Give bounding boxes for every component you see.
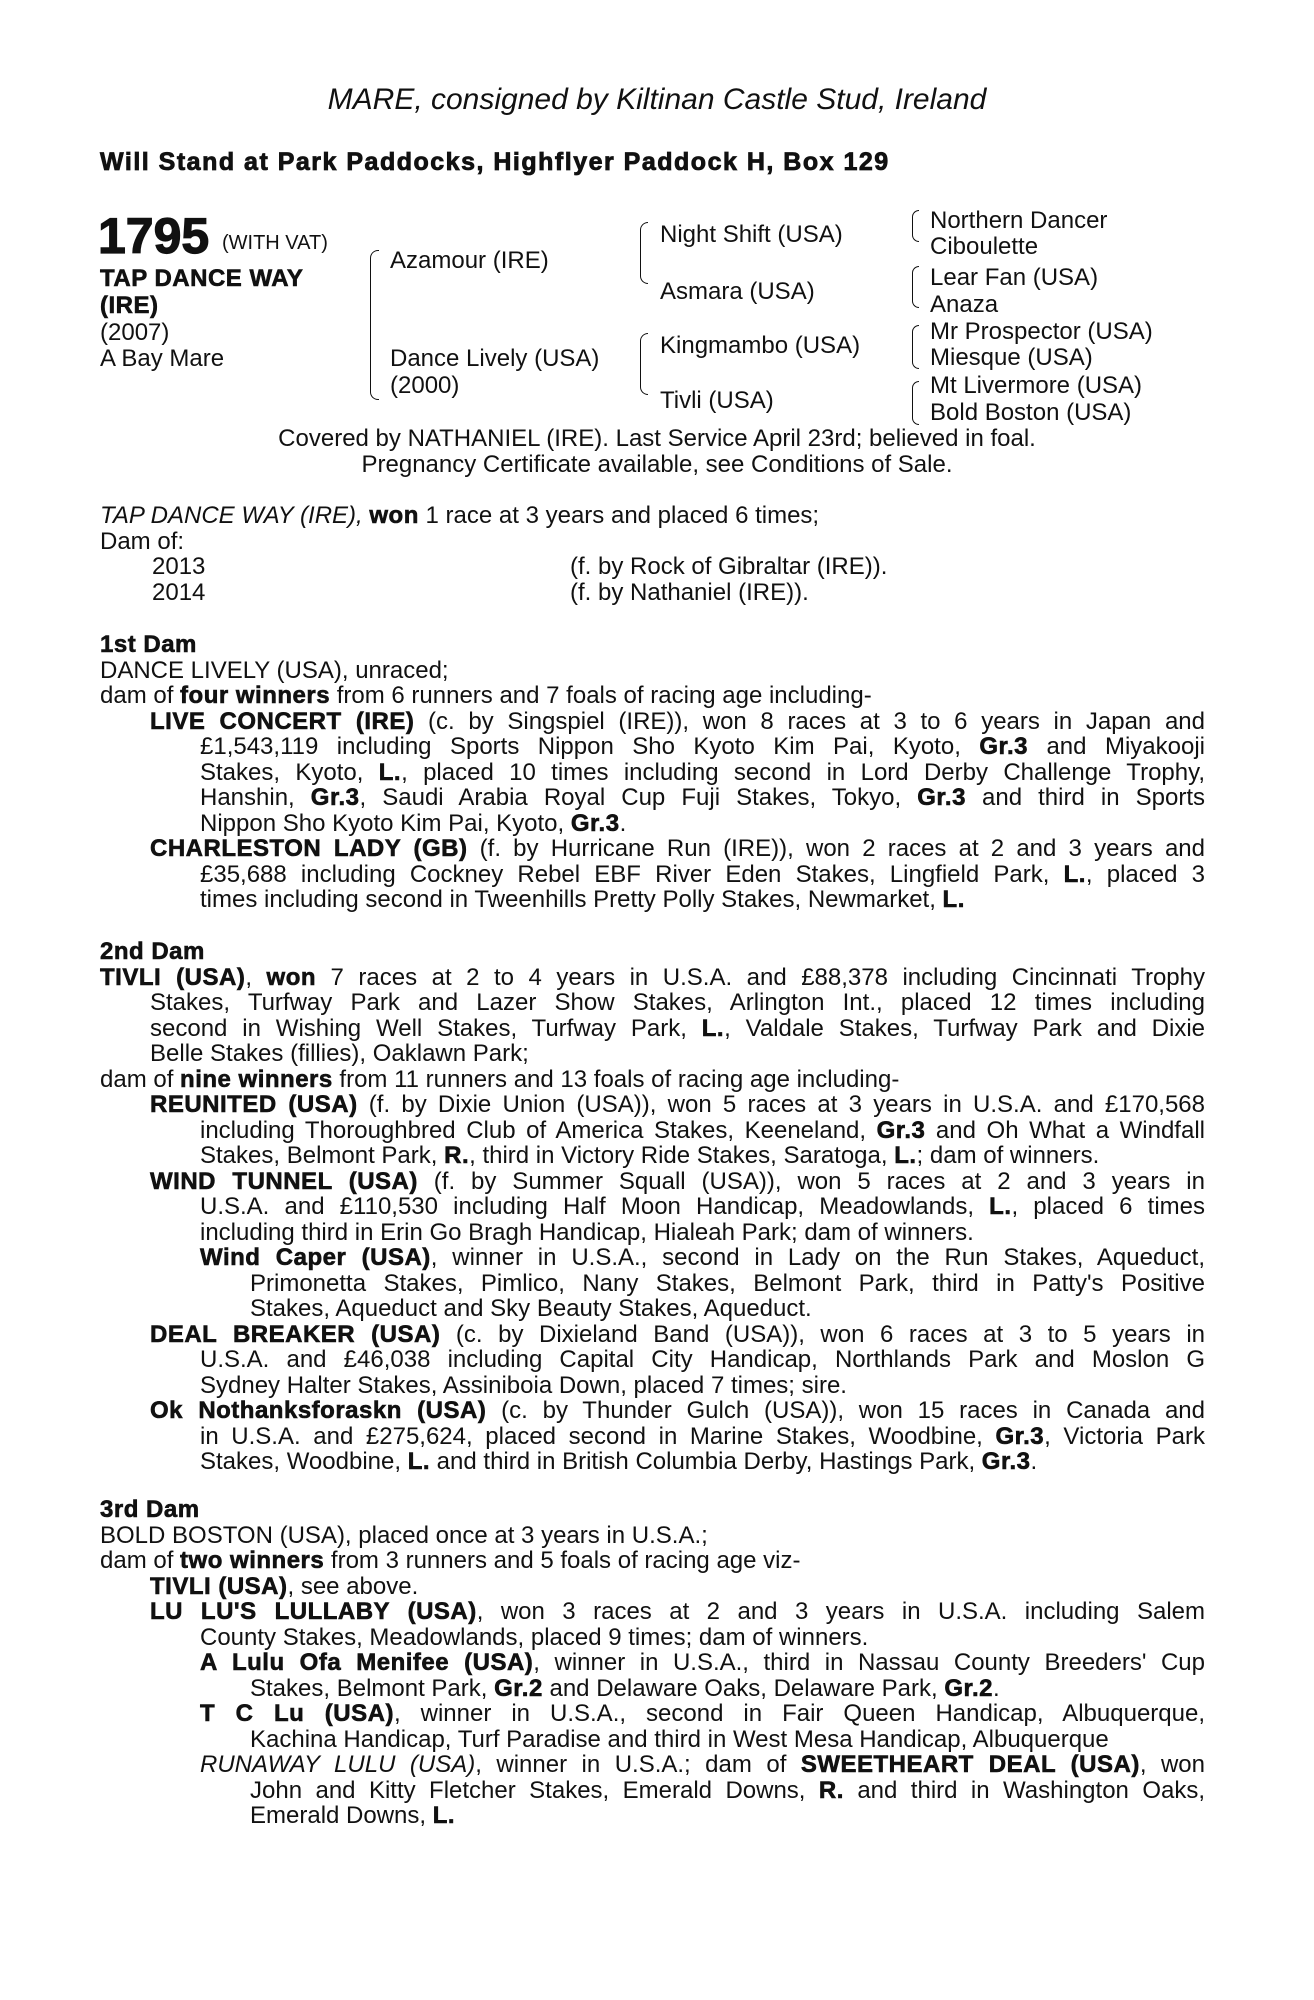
horse-description: A Bay Mare xyxy=(100,345,225,372)
produce-won: won xyxy=(369,502,419,529)
progeny-name: RUNAWAY LULU (USA) xyxy=(200,1751,476,1778)
progeny-entry-cont xyxy=(100,1143,1205,1169)
pedigree-gen3-3: Lear Fan (USA) xyxy=(930,264,1099,291)
pedigree-gen3-7: Mt Livermore (USA) xyxy=(930,372,1143,399)
second-dam-section xyxy=(100,939,1205,1475)
race-grade: L. xyxy=(894,1142,917,1169)
text: (f. by Summer Squall (USA)), won 5 races at 2 and 3 years in xyxy=(417,1167,1205,1195)
text: , see above. xyxy=(287,1572,419,1600)
progeny-entry-cont xyxy=(100,734,1205,760)
foal-description: (f. by Rock of Gibraltar (IRE)). xyxy=(570,553,888,580)
text: times including second in Tweenhills Pretty Polly Stakes, Newmarket, xyxy=(200,886,943,913)
progeny-entry-cont xyxy=(100,811,1205,837)
progeny-entry xyxy=(100,709,1205,735)
horse-name-country: (IRE) xyxy=(100,292,159,319)
race-grade: L. xyxy=(701,1014,725,1042)
progeny-entry-cont: U.S.A. and £46,038 including Capital City Handicap, Northlands Park and Moslon G xyxy=(200,1346,1205,1373)
race-grade: R. xyxy=(818,1776,844,1804)
text: , winner in U.S.A.; dam of xyxy=(475,1751,801,1778)
text: dam of xyxy=(100,1547,181,1574)
lot-number: 1795 xyxy=(98,208,210,264)
progeny-entry-cont: Stakes, Aqueduct and Sky Beauty Stakes, Aqueduct. xyxy=(250,1295,812,1322)
progeny-entry xyxy=(100,1092,1205,1118)
race-grade: Gr.3 xyxy=(995,1422,1045,1450)
text: and Delaware Oaks, Delaware Park, xyxy=(542,1674,945,1702)
text: Emerald Downs, xyxy=(250,1802,433,1829)
pedigree-brace-gen1 xyxy=(370,250,379,400)
race-grade: Gr.2 xyxy=(944,1674,994,1702)
text: second in Wishing Well Stakes, Turfway Park, xyxy=(150,1014,702,1042)
text: , placed 10 times including second in Lord Derby Challenge Trophy, xyxy=(401,758,1205,786)
progeny-entry-cont xyxy=(100,887,1205,913)
second-dam-heading: 2nd Dam xyxy=(100,938,205,965)
progeny-entry-cont: including third in Erin Go Bragh Handicap, Hialeah Park; dam of winners. xyxy=(200,1218,974,1246)
progeny-entry xyxy=(100,1650,1205,1676)
progeny-entry xyxy=(100,1169,1205,1195)
progeny-name: DEAL BREAKER (USA) xyxy=(150,1320,441,1348)
pedigree-gen3-5: Mr Prospector (USA) xyxy=(930,318,1153,345)
foal-year: 2014 xyxy=(152,578,206,606)
race-grade: L. xyxy=(989,1193,1012,1220)
horse-name: TAP DANCE WAY xyxy=(100,265,304,292)
text: dam of xyxy=(100,682,181,709)
winners-count: four winners xyxy=(180,682,331,709)
race-grade: Gr.3 xyxy=(876,1116,926,1144)
progeny-entry xyxy=(100,1752,1205,1778)
progeny-name: LIVE CONCERT (IRE) xyxy=(150,707,415,735)
produce-record-text: 1 race at 3 years and placed 6 times; xyxy=(418,502,820,529)
text: , Victoria Park xyxy=(1044,1422,1205,1450)
text: ; dam of winners. xyxy=(916,1142,1100,1169)
second-dam-intro-cont: Stakes, Turfway Park and Lazer Show Stakes, Arlington Int., placed 12 times including xyxy=(150,989,1205,1016)
progeny-name: T C Lu (USA) xyxy=(200,1700,394,1727)
pedigree-gen3-4: Anaza xyxy=(930,291,999,318)
text: Nippon Sho Kyoto Kim Pai, Kyoto, xyxy=(200,809,571,837)
produce-foal-row xyxy=(100,580,1205,606)
text: , winner in U.S.A., third in Nassau County Breeders' Cup xyxy=(533,1649,1206,1676)
progeny-entry-cont xyxy=(100,1194,1205,1220)
pedigree-gen3-6: Miesque (USA) xyxy=(930,344,1093,371)
progeny-entry-cont: Sydney Halter Stakes, Assiniboia Down, placed 7 times; sire. xyxy=(200,1371,847,1399)
progeny-name: Ok Nothanksforaskn (USA) xyxy=(150,1397,487,1424)
second-dam-intro-cont xyxy=(100,1016,1205,1042)
pedigree-dam-sire: Kingmambo (USA) xyxy=(660,332,861,359)
dam-of-label: Dam of: xyxy=(100,527,185,555)
text: including Thoroughbred Club of America Stakes, Keeneland, xyxy=(200,1116,877,1144)
text: (c. by Singspiel (IRE)), won 8 races at 3 to 6 years in Japan and xyxy=(414,707,1205,735)
text: , winner in U.S.A., second in Fair Queen Handicap, Albuquerque, xyxy=(393,1700,1205,1727)
second-dam-intro-cont: Belle Stakes (fillies), Oaklawn Park; xyxy=(150,1040,529,1067)
progeny-entry xyxy=(100,1245,1205,1271)
race-grade: R. xyxy=(444,1142,470,1169)
progeny-entry-cont: County Stakes, Meadowlands, placed 9 times; dam of winners. xyxy=(200,1623,869,1651)
third-dam-heading: 3rd Dam xyxy=(100,1496,200,1523)
dam-name: TIVLI (USA) xyxy=(100,963,246,991)
text: . xyxy=(993,1674,1000,1702)
vat-note: (WITH VAT) xyxy=(222,232,328,254)
foaling-year: (2007) xyxy=(100,319,170,346)
progeny-entry-cont xyxy=(100,1778,1205,1804)
text: , Saudi Arabia Royal Cup Fuji Stakes, Tokyo, xyxy=(359,784,918,811)
text: , placed 6 times xyxy=(1011,1193,1205,1220)
race-grade: L. xyxy=(432,1802,456,1829)
progeny-name: REUNITED (USA) xyxy=(150,1091,358,1118)
pedigree-sire: Azamour (IRE) xyxy=(390,247,549,274)
pedigree-gen3-1: Northern Dancer xyxy=(930,207,1108,234)
text: Stakes, Kyoto, xyxy=(200,758,379,786)
third-dam-section xyxy=(100,1497,1205,1829)
pedigree-brace-sire xyxy=(640,222,648,284)
pedigree-brace-dam xyxy=(640,333,648,395)
progeny-entry-cont xyxy=(100,1676,1205,1702)
race-grade: Gr.3 xyxy=(570,809,620,837)
progeny-entry xyxy=(100,1398,1205,1424)
race-grade: Gr.3 xyxy=(917,784,966,811)
text: and third in Sports xyxy=(965,784,1205,811)
foal-description: (f. by Nathaniel (IRE)). xyxy=(570,578,809,606)
race-grade: L. xyxy=(942,886,965,913)
first-dam-intro: DANCE LIVELY (USA), unraced; xyxy=(100,656,449,684)
progeny-entry-cont xyxy=(100,1118,1205,1144)
progeny-entry-cont xyxy=(100,1803,1205,1829)
text: (f. by Hurricane Run (IRE)), won 2 races at 2 and 3 years and xyxy=(467,835,1205,862)
page-title: MARE, consigned by Kiltinan Castle Stud, Ireland xyxy=(327,83,987,116)
pedigree-dam: Dance Lively (USA) xyxy=(390,345,600,372)
produce-foal-row xyxy=(100,554,1205,580)
progeny-entry-cont xyxy=(100,785,1205,811)
progeny-entry-cont xyxy=(100,1424,1205,1450)
text: from 3 runners and 5 foals of racing age viz- xyxy=(324,1547,801,1574)
produce-horse-name: TAP DANCE WAY (IRE), xyxy=(100,502,363,529)
text: , won 3 races at 2 and 3 years in U.S.A. including Salem xyxy=(476,1598,1205,1625)
text: Stakes, Belmont Park, xyxy=(200,1142,445,1169)
text: U.S.A. and £110,530 including Half Moon Handicap, Meadowlands, xyxy=(200,1193,990,1220)
text: Stakes, Woodbine, xyxy=(200,1448,408,1475)
progeny-name: Wind Caper (USA) xyxy=(200,1244,431,1271)
text: in U.S.A. and £275,624, placed second in Marine Stakes, Woodbine, xyxy=(200,1422,996,1450)
text: . xyxy=(1030,1448,1038,1475)
text: £35,688 including Cockney Rebel EBF River Eden Stakes, Lingfield Park, xyxy=(200,860,1064,888)
text: dam of xyxy=(100,1065,181,1093)
text: (f. by Dixie Union (USA)), won 5 races at 3 years in U.S.A. and £170,568 xyxy=(357,1091,1205,1118)
text: Stakes, Belmont Park, xyxy=(250,1674,495,1702)
race-grade: L. xyxy=(1063,860,1086,888)
covered-note: Covered by NATHANIEL (IRE). Last Service April 23rd; believed in foal. xyxy=(278,425,1036,452)
progeny-entry-cont xyxy=(100,1449,1205,1475)
pedigree-gen3-2: Ciboulette xyxy=(930,233,1039,260)
pregnancy-note: Pregnancy Certificate available, see Conditions of Sale. xyxy=(361,451,953,478)
text: , xyxy=(245,963,267,991)
winners-count: nine winners xyxy=(180,1065,333,1093)
foal-year: 2013 xyxy=(152,553,206,580)
text: , Valdale Stakes, Turfway Park and Dixie xyxy=(724,1014,1205,1042)
text: and third in Washington Oaks, xyxy=(843,1776,1205,1804)
text: , placed 3 xyxy=(1085,860,1206,888)
race-grade: L. xyxy=(378,758,402,786)
progeny-name: WIND TUNNEL (USA) xyxy=(150,1167,418,1195)
winners-count: two winners xyxy=(180,1547,325,1574)
text: and Miyakooji xyxy=(1028,733,1205,760)
stand-location: Will Stand at Park Paddocks, Highflyer Paddock H, Box 129 xyxy=(100,148,890,176)
progeny-name: SWEETHEART DEAL (USA) xyxy=(800,1751,1140,1778)
text: , winner in U.S.A., second in Lady on the Run Stakes, Aqueduct, xyxy=(430,1244,1205,1271)
text: £1,543,119 including Sports Nippon Sho Kyoto Kim Pai, Kyoto, xyxy=(200,733,980,760)
pedigree-sire-dam: Asmara (USA) xyxy=(660,278,815,305)
race-grade: L. xyxy=(407,1448,431,1475)
race-grade: Gr.2 xyxy=(494,1674,543,1702)
progeny-entry xyxy=(100,1599,1205,1625)
progeny-name: A Lulu Ofa Menifee (USA) xyxy=(200,1649,534,1676)
progeny-name: LU LU'S LULLABY (USA) xyxy=(150,1598,477,1625)
text: 7 races at 2 to 4 years in U.S.A. and £88,378 including Cincinnati Trophy xyxy=(316,963,1205,991)
text: John and Kitty Fletcher Stakes, Emerald Downs, xyxy=(250,1776,819,1804)
pedigree-dam-year: (2000) xyxy=(390,372,460,399)
text: from 6 runners and 7 foals of racing age including- xyxy=(330,682,872,709)
won-label: won xyxy=(266,963,317,991)
progeny-entry-cont xyxy=(100,862,1205,888)
text: and third in British Columbia Derby, Hastings Park, xyxy=(430,1448,982,1475)
text: (c. by Thunder Gulch (USA)), won 15 races in Canada and xyxy=(486,1397,1205,1424)
pedigree-sire-sire: Night Shift (USA) xyxy=(660,221,843,248)
text: (c. by Dixieland Band (USA)), won 6 races at 3 to 5 years in xyxy=(440,1320,1205,1348)
progeny-name: CHARLESTON LADY (GB) xyxy=(150,835,468,862)
text: from 11 runners and 13 foals of racing age including- xyxy=(332,1065,900,1093)
third-dam-intro: BOLD BOSTON (USA), placed once at 3 years in U.S.A.; xyxy=(100,1521,708,1549)
text: and Oh What a Windfall xyxy=(925,1116,1205,1144)
produce-record xyxy=(100,503,1205,605)
progeny-entry xyxy=(100,1701,1205,1727)
second-dam-intro xyxy=(100,965,1205,991)
first-dam-section xyxy=(100,632,1205,913)
text: Hanshin, xyxy=(200,784,311,811)
progeny-entry xyxy=(100,1322,1205,1348)
pedigree-brace-1 xyxy=(912,210,919,242)
race-grade: Gr.3 xyxy=(979,733,1029,760)
race-grade: Gr.3 xyxy=(981,1448,1031,1475)
text: , won xyxy=(1139,1751,1205,1778)
pedigree-brace-3 xyxy=(912,325,919,369)
progeny-name: TIVLI (USA) xyxy=(150,1572,288,1600)
text: , third in Victory Ride Stakes, Saratoga, xyxy=(469,1142,895,1169)
progeny-entry xyxy=(100,1574,1205,1600)
pedigree-brace-4 xyxy=(912,381,919,425)
progeny-entry-cont: Primonetta Stakes, Pimlico, Nany Stakes, Belmont Park, third in Patty's Positive xyxy=(250,1269,1205,1297)
progeny-entry-cont: Kachina Handicap, Turf Paradise and third in West Mesa Handicap, Albuquerque xyxy=(250,1725,1109,1753)
pedigree-gen3-8: Bold Boston (USA) xyxy=(930,399,1132,426)
pedigree-brace-2 xyxy=(912,266,919,308)
pedigree-dam-dam: Tivli (USA) xyxy=(660,387,774,414)
race-grade: Gr.3 xyxy=(310,784,360,811)
first-dam-heading: 1st Dam xyxy=(100,631,197,658)
text: . xyxy=(619,809,627,837)
progeny-entry-cont xyxy=(100,760,1205,786)
progeny-entry xyxy=(100,836,1205,862)
